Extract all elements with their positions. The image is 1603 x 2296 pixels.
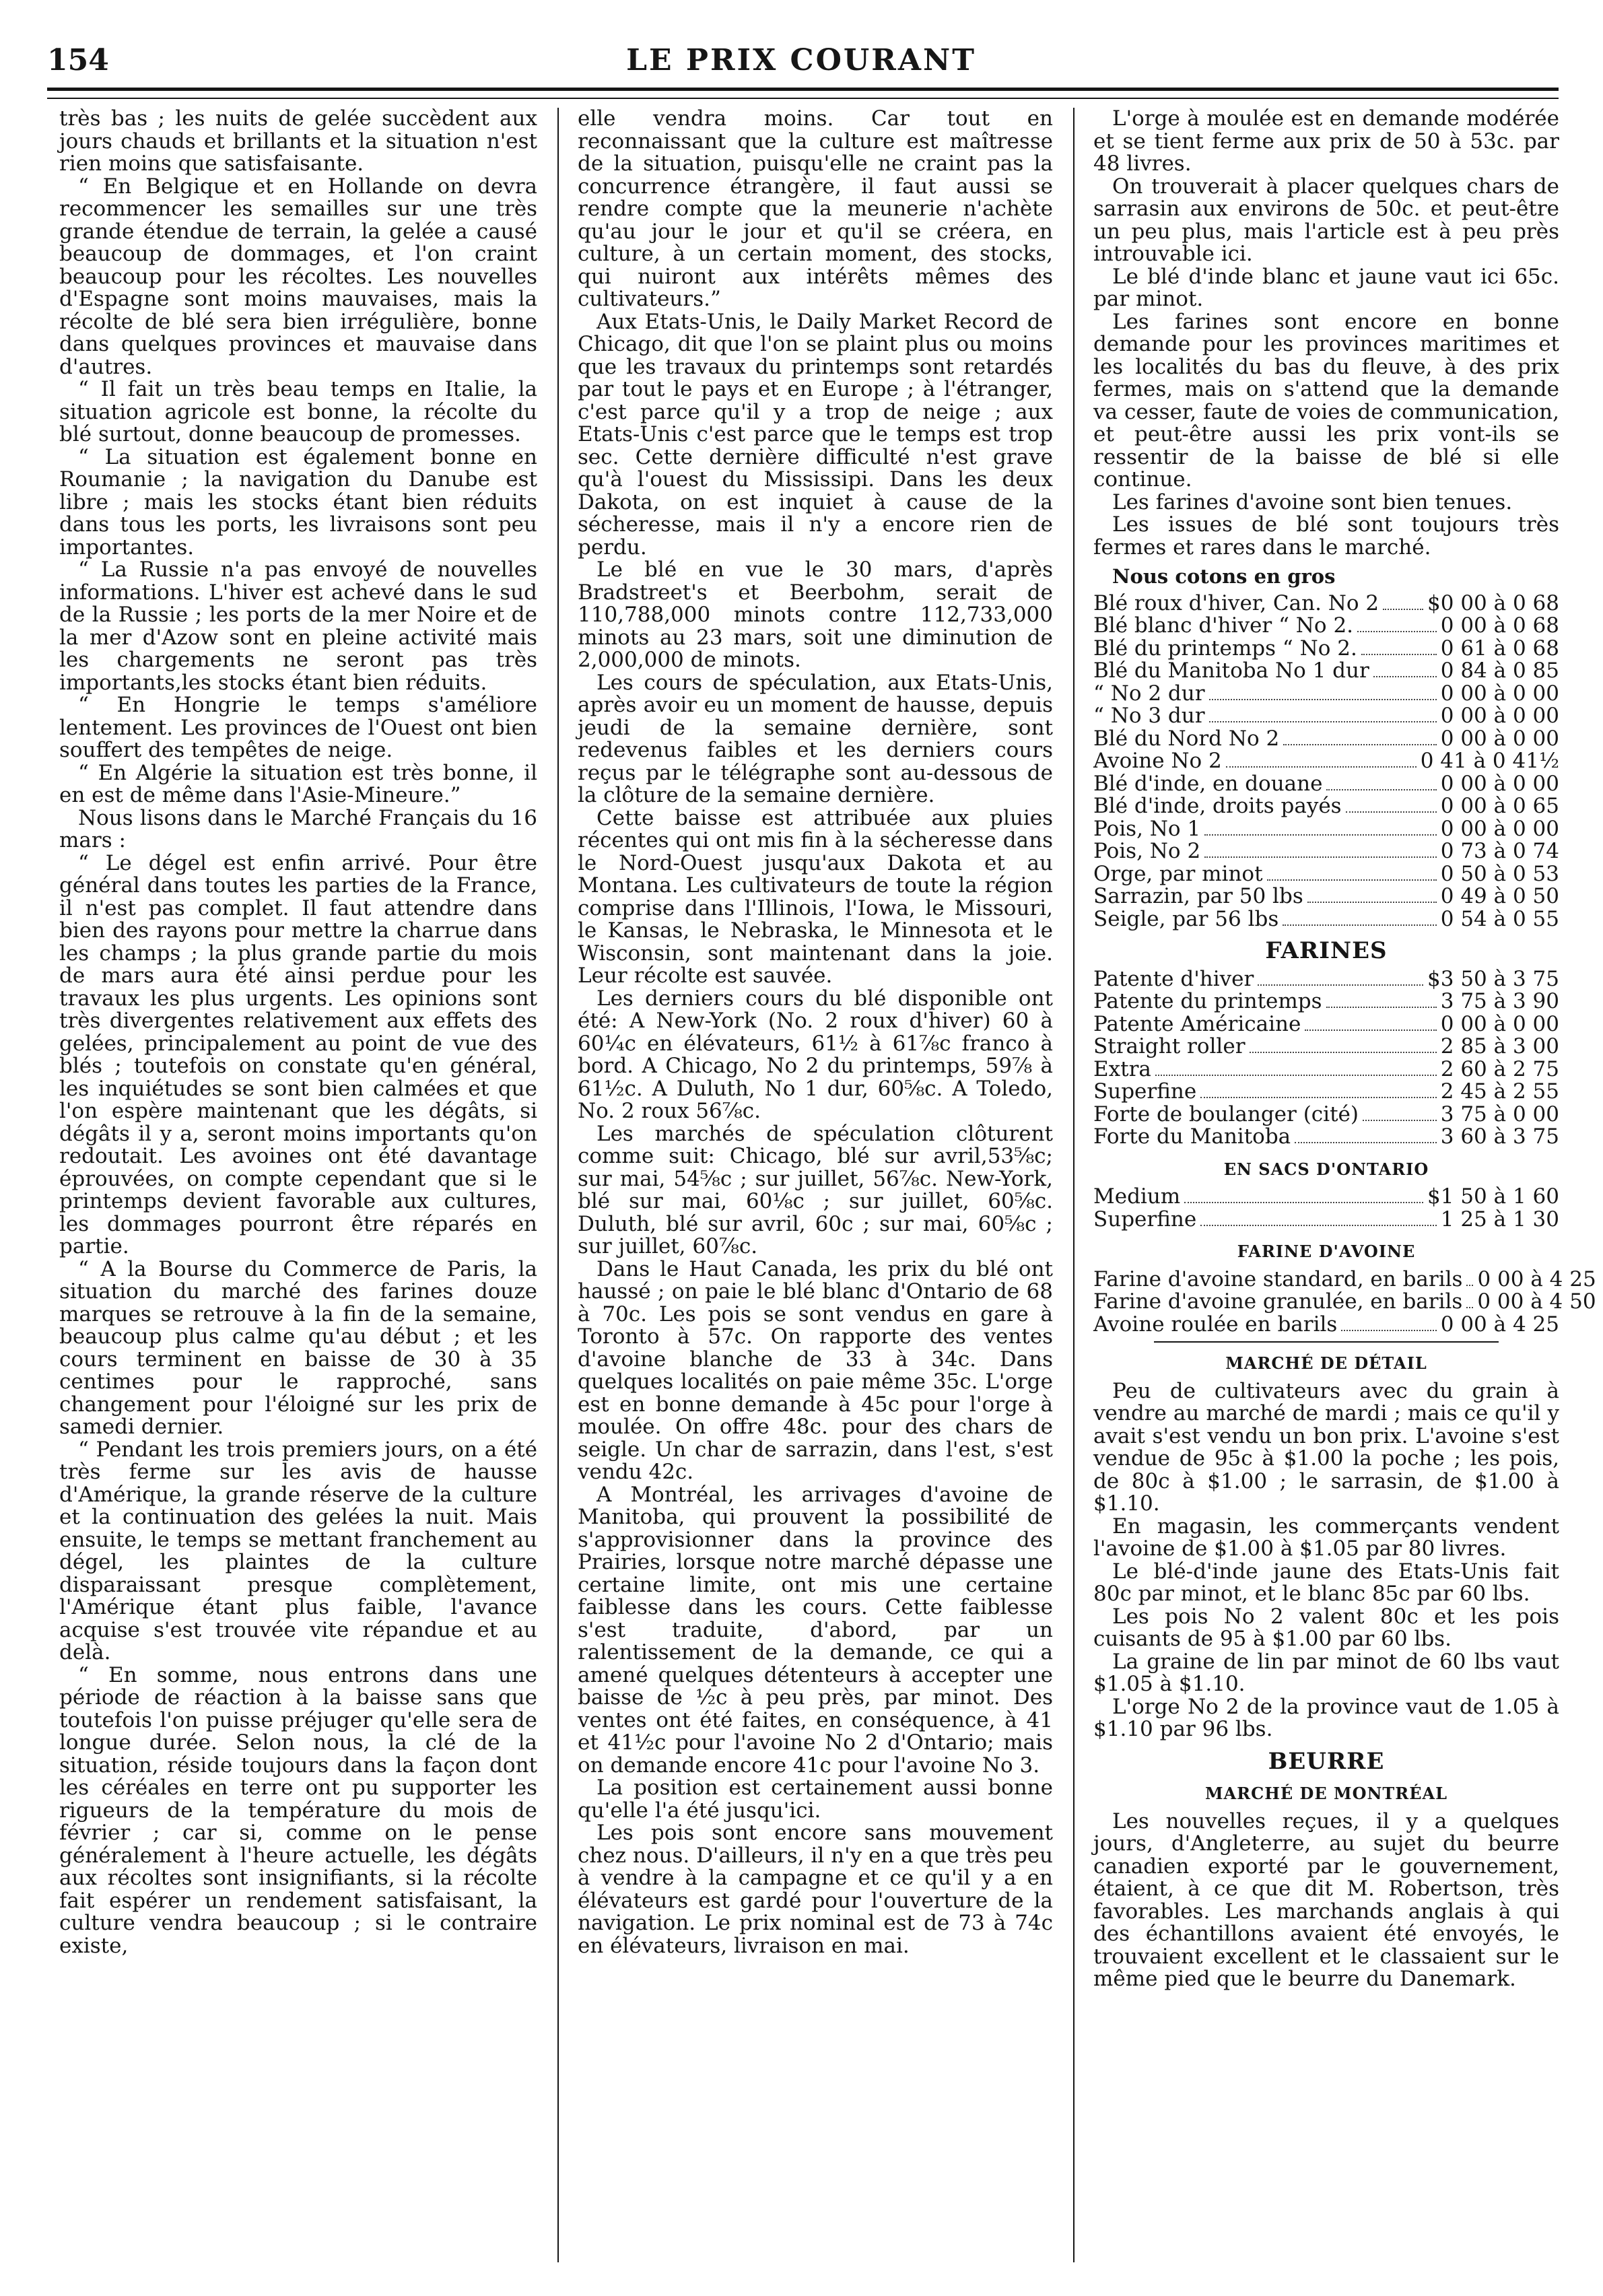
beurre-subheading: MARCHÉ DE MONTRÉAL bbox=[1204, 1784, 1448, 1803]
paragraph: Les farines sont encore en bonne demande pour les provinces maritimes et les localités du bas du fleuve, à des prix fermes, mais on s'attend que la demande va cesser, faute de voies de communication, et peut-être aussi les prix vont-ils se ressentir de la baisse de blé si elle continue. bbox=[1093, 309, 1559, 492]
leader-dots bbox=[1283, 744, 1437, 745]
avoine-heading: FARINE D'AVOINE bbox=[1237, 1242, 1416, 1261]
column-1 bbox=[59, 108, 537, 2262]
price-row bbox=[1093, 1036, 1559, 1058]
price-label: Blé blanc d'hiver “ No 2. bbox=[1093, 613, 1354, 638]
price-label: Avoine No 2 bbox=[1093, 749, 1222, 773]
farines-heading: FARINES bbox=[1265, 937, 1388, 964]
price-label: Superfine bbox=[1093, 1207, 1197, 1231]
price-label: Patente d'hiver bbox=[1093, 966, 1254, 991]
price-label: Blé du printemps “ No 2. bbox=[1093, 636, 1357, 661]
price-label: Patente Américaine bbox=[1093, 1011, 1301, 1036]
price-row bbox=[1093, 968, 1559, 991]
leader-dots bbox=[1305, 1029, 1436, 1031]
leader-dots bbox=[1209, 699, 1437, 700]
paragraph: “ Pendant les trois premiers jours, on a été très ferme sur les avis de hausse d'Amérique, la grande réserve de la culture et la continuation des gelées la nuit. Mais ensuite, le temps se mettant franchement au dégel, les plaintes de la culture disparaissant presque complètement, l'Amérique étant plus faible, l'avance acquise s'est trouvée vite répandue et au delà. bbox=[59, 1437, 537, 1664]
leader-dots bbox=[1155, 1075, 1437, 1076]
column-3 bbox=[1093, 106, 1596, 2262]
leader-dots bbox=[1200, 1097, 1437, 1098]
price-value: 0 00 à 4 25 bbox=[1440, 1312, 1559, 1337]
price-row bbox=[1093, 1013, 1559, 1036]
journal-title: LE PRIX COURANT bbox=[626, 43, 976, 77]
price-row bbox=[1093, 1058, 1559, 1081]
leader-dots bbox=[1200, 1225, 1437, 1226]
price-row bbox=[1093, 1104, 1559, 1126]
leader-dots bbox=[1466, 1307, 1473, 1308]
price-label: Pois, No 1 bbox=[1093, 816, 1201, 841]
price-row bbox=[1093, 1267, 1596, 1291]
paragraph: Dans le Haut Canada, les prix du blé ont haussé ; on paie le blé blanc d'Ontario de 68 à 70c. Les pois se sont vendus en gare à Toronto à 57c. On rapporte des ventes d'avoine blanche de 33 à 34c. Dans quelques localités on paie même 35c. L'orge est en bonne demande à 45c pour l'orge à moulée. On offre 48c. pour des chars de seigle. Un char de sarrazin, dans l'est, s'est vendu 42c. bbox=[578, 1256, 1053, 1484]
leader-dots bbox=[1267, 879, 1437, 881]
paragraph: “ En Algérie la situation est très bonne, il en est de même dans l'Asie-Mineure.” bbox=[59, 760, 537, 807]
price-value: 3 60 à 3 75 bbox=[1440, 1124, 1559, 1149]
price-value: 0 49 à 0 50 bbox=[1440, 884, 1559, 908]
price-row bbox=[1093, 728, 1559, 751]
price-label: Pois, No 2 bbox=[1093, 839, 1201, 863]
price-value: 3 75 à 3 90 bbox=[1440, 989, 1559, 1013]
page-number: 154 bbox=[47, 43, 109, 77]
paragraph: Les marchés de spéculation clôturent comme suit: Chicago, blé sur avril,53⅝c; sur mai, 54⅝c ; sur juillet, 56⅞c. New-York, blé sur mai, 60⅛c ; sur juillet, 60⅝c. Duluth, blé sur avril, 60c ; sur mai, 60⅝c ; sur juillet, 60⅞c. bbox=[578, 1121, 1053, 1258]
column-divider bbox=[557, 108, 559, 2262]
price-row bbox=[1093, 840, 1559, 863]
paragraph: Nous lisons dans le Marché Français du 16 mars : bbox=[59, 805, 537, 852]
header-rule bbox=[47, 88, 1559, 91]
leader-dots bbox=[1226, 766, 1417, 768]
leader-dots bbox=[1326, 1007, 1437, 1008]
price-label: Patente du printemps bbox=[1093, 989, 1322, 1013]
paragraph: Les cours de spéculation, aux Etats-Unis, après avoir eu un moment de hausse, depuis jeudi de la semaine dernière, sont redevenus faibles et les derniers cours reçus par le télégraphe sont au-dessous de la clôture de la semaine dernière. bbox=[578, 670, 1053, 807]
paragraph: Les pois No 2 valent 80c et les pois cuisants de 95 à $1.00 par 60 lbs. bbox=[1093, 1604, 1559, 1651]
price-row bbox=[1093, 750, 1559, 773]
price-label: Blé d'inde, en douane bbox=[1093, 771, 1323, 796]
avoine-price-list bbox=[1093, 1267, 1596, 1337]
price-value: $0 00 à 0 68 bbox=[1427, 590, 1559, 615]
paragraph: “ A la Bourse du Commerce de Paris, la situation du marché des farines douze marques se retrouve à la fin de la semaine, beaucoup plus calme qu'au début ; et les cours terminent en baisse de 30 à 35 centimes pour le rapproché, sans changement pour l'éloigné sur les prix de samedi dernier. bbox=[59, 1256, 537, 1439]
price-value: 0 00 à 4 25 bbox=[1477, 1267, 1596, 1291]
paragraph: Le blé-d'inde jaune des Etats-Unis fait 80c par minot, et le blanc 85c par 60 lbs. bbox=[1093, 1559, 1559, 1606]
paragraph: très bas ; les nuits de gelée succèdent aux jours chauds et brillants et la situation n'est rien moins que satisfaisante. bbox=[59, 106, 537, 176]
leader-dots bbox=[1373, 676, 1437, 677]
price-row bbox=[1093, 1209, 1559, 1231]
price-value: 3 75 à 0 00 bbox=[1440, 1102, 1559, 1126]
paragraph: “ En somme, nous entrons dans une période de réaction à la baisse sans que toutefois l'on puisse préjuger qu'elle sera de longue durée. Selon nous, la clé de la situation, réside toujours dans la façon dont les céréales en terre ont pu supporter les rigueurs de la température du mois de février ; car si, comme on le pense généralement à l'heure actuelle, les dégâts aux récoltes sont insignifiants, si la récolte fait espérer un rendement satisfaisant, la culture vendra beaucoup ; si le contraire existe, bbox=[59, 1662, 537, 1958]
leader-dots bbox=[1361, 654, 1437, 655]
column-divider bbox=[1073, 108, 1075, 2262]
price-value: $3 50 à 3 75 bbox=[1427, 966, 1559, 991]
price-row bbox=[1093, 885, 1559, 908]
price-label: Sarrazin, par 50 lbs bbox=[1093, 884, 1303, 908]
price-row bbox=[1093, 638, 1559, 661]
price-row bbox=[1093, 990, 1559, 1013]
price-row bbox=[1093, 1186, 1559, 1209]
price-row bbox=[1093, 795, 1559, 818]
price-label: Blé roux d'hiver, Can. No 2 bbox=[1093, 590, 1379, 615]
price-row bbox=[1093, 1289, 1596, 1314]
price-label: Seigle, par 56 lbs bbox=[1093, 906, 1279, 931]
price-value: 0 00 à 4 50 bbox=[1477, 1289, 1596, 1314]
paragraph: La graine de lin par minot de 60 lbs vaut $1.05 à $1.10. bbox=[1093, 1649, 1559, 1696]
price-value: 0 00 à 0 00 bbox=[1440, 704, 1559, 728]
paragraph: Peu de cultivateurs avec du grain à vendre au marché de mardi ; mais ce qu'il y avait s'est vendu un bon prix. L'avoine s'est vendue de 95c à $1.00 la poche ; les pois, de 80c à $1.00 ; le sarrasin, de $1.00 à $1.10. bbox=[1093, 1378, 1559, 1516]
price-label: Medium bbox=[1093, 1184, 1181, 1209]
paragraph: Les pois sont encore sans mouvement chez nous. D'ailleurs, il n'y en a que très peu à vendre à la campagne et ce qu'il y a en élévateurs est gardé pour l'ouverture de la navigation. Le prix nominal est de 73 à 74c en élévateurs, livraison en mai. bbox=[578, 1821, 1054, 1958]
price-value: 0 00 à 0 00 bbox=[1440, 726, 1559, 751]
paragraph: “ La Russie n'a pas envoyé de nouvelles informations. L'hiver est achevé dans le sud de la Russie ; les ports de la mer Noire et de la mer d'Azow sont en pleine activité mais les chargements ne seront pas très importants,les stocks étant bien réduits. bbox=[59, 558, 537, 695]
price-value: 0 00 à 0 68 bbox=[1440, 613, 1559, 638]
price-label: Blé du Manitoba No 1 dur bbox=[1093, 659, 1369, 683]
paragraph: “ Le dégel est enfin arrivé. Pour être général dans toutes les parties de la France, il n'est pas complet. Il faut attendre dans bien des rayons pour mettre la charrue dans les champs ; la plus grande partie du mois de mars aura été ainsi perdue pour les travaux les plus urgents. Les opinions sont très divergentes relativement aux effets des gelées, principalement au point de vue des blés ; toutefois on constate qu'en général, les inquiétudes se sont bien calmées et que l'on espère maintenant que les dégâts, si dégâts il y a, seront moins importants qu'on redoutait. Les avoines ont été davantage éprouvées, on compte cependant que si le printemps devient favorable aux cultures, les dommages pourront être réparés en partie. bbox=[59, 850, 537, 1258]
paragraph: Le blé en vue le 30 mars, d'après Bradstreet's et Beerbohm, serait de 110,788,000 minots contre 112,733,000 minots au 23 mars, soit une diminution de 2,000,000 de minots. bbox=[578, 558, 1053, 672]
paragraph: Le blé d'inde blanc et jaune vaut ici 65c. par minot. bbox=[1093, 264, 1559, 311]
price-row bbox=[1093, 908, 1559, 931]
paragraph: Les issues de blé sont toujours très fermes et rares dans le marché. bbox=[1093, 512, 1559, 560]
leader-dots bbox=[1295, 1142, 1437, 1143]
price-row bbox=[1093, 615, 1559, 638]
leader-dots bbox=[1307, 902, 1437, 903]
header-rule-thin bbox=[47, 98, 1559, 99]
price-label: Blé du Nord No 2 bbox=[1093, 726, 1280, 751]
leader-dots bbox=[1383, 609, 1423, 610]
price-value: 0 00 à 0 00 bbox=[1440, 771, 1559, 796]
price-row bbox=[1093, 1126, 1559, 1149]
paragraph: “ Il fait un très beau temps en Italie, la situation agricole est bonne, la récolte du blé surtout, donne beaucoup de promesses. bbox=[59, 377, 537, 446]
price-value: 0 00 à 0 00 bbox=[1440, 681, 1559, 706]
price-label: Avoine roulée en barils bbox=[1093, 1312, 1338, 1337]
leader-dots bbox=[1357, 631, 1437, 632]
price-value: 0 54 à 0 55 bbox=[1440, 906, 1559, 931]
paragraph: En magasin, les commerçants vendent l'avoine de $1.00 à $1.05 par 80 livres. bbox=[1093, 1514, 1559, 1561]
price-row bbox=[1093, 590, 1559, 615]
leader-dots bbox=[1346, 811, 1437, 813]
paragraph: Cette baisse est attribuée aux pluies récentes qui ont mis fin à la sécheresse dans le Nord-Ouest jusqu'aux Dakota et au Montana. Les cultivateurs de toute la région comprise dans l'Illinois, l'Iowa, le Missouri, le Kansas, le Nebraska, le Minnesota et le Wisconsin, sont maintenant dans la joie. Leur récolte est sauvée. bbox=[578, 805, 1053, 988]
column-2 bbox=[578, 108, 1053, 2262]
leader-dots bbox=[1204, 856, 1437, 858]
leader-dots bbox=[1363, 1120, 1437, 1121]
price-label: Blé d'inde, droits payés bbox=[1093, 794, 1342, 818]
leader-dots bbox=[1466, 1285, 1473, 1286]
paragraph: “ En Belgique et en Hollande on devra recommencer les semailles sur une très grande étendue de terrain, la gelée a causé beaucoup de dommages, et l'on craint beaucoup pour les récoltes. Les nouvelles d'Espagne sont moins mauvaises, mais la récolte de blé sera bien irrégulière, bonne dans quelques provinces et mauvaise dans d'autres. bbox=[59, 174, 537, 379]
price-row bbox=[1093, 1314, 1559, 1337]
price-value: 2 60 à 2 75 bbox=[1440, 1056, 1559, 1081]
beurre-heading: BEURRE bbox=[1268, 1747, 1385, 1775]
price-row bbox=[1093, 773, 1559, 796]
price-value: 0 84 à 0 85 bbox=[1440, 659, 1559, 683]
farines-price-list bbox=[1093, 968, 1559, 1149]
price-value: 1 25 à 1 30 bbox=[1440, 1207, 1559, 1231]
price-value: 0 61 à 0 68 bbox=[1440, 636, 1559, 661]
paragraph: Aux Etats-Unis, le Daily Market Record de Chicago, dit que l'on se plaint plus ou moins que les travaux du printemps sont retardés par tout le pays et en Europe ; à l'étranger, c'est parce qu'il y a trop de neige ; aux Etats-Unis c'est parce que le temps est trop sec. Cette dernière difficulté n'est grave qu'à l'ouest du Mississipi. Dans les deux Dakota, on est inquiet à cause de la sécheresse, mais il n'y a encore rien de perdu. bbox=[578, 309, 1053, 560]
price-label: Farine d'avoine granulée, en barils bbox=[1093, 1289, 1463, 1314]
price-label: Orge, par minot bbox=[1093, 861, 1263, 886]
grains-heading: Nous cotons en gros bbox=[1112, 565, 1336, 588]
price-value: 0 00 à 0 00 bbox=[1440, 816, 1559, 841]
leader-dots bbox=[1283, 924, 1436, 926]
sacs-heading: EN SACS D'ONTARIO bbox=[1223, 1159, 1429, 1179]
paragraph: Les derniers cours du blé disponible ont été: A New-York (No. 2 roux d'hiver) 60 à 60¼c en élévateurs, 61½ à 61⅞c franco à bord. A Chicago, No 2 du printemps, 59⅞ à 61½c. A Duluth, No 1 dur, 60⅝c. A Toledo, No. 2 roux 56⅞c. bbox=[578, 986, 1053, 1123]
price-value: $1 50 à 1 60 bbox=[1427, 1184, 1559, 1209]
leader-dots bbox=[1209, 721, 1437, 722]
grain-price-list bbox=[1093, 590, 1559, 931]
price-value: 2 85 à 3 00 bbox=[1440, 1034, 1559, 1058]
price-label: “ No 3 dur bbox=[1093, 704, 1205, 728]
detail-heading: MARCHÉ DE DÉTAIL bbox=[1225, 1353, 1427, 1373]
price-value: 0 50 à 0 53 bbox=[1440, 861, 1559, 886]
leader-dots bbox=[1184, 1202, 1423, 1203]
paragraph: L'orge No 2 de la province vaut de 1.05 à $1.10 par 96 lbs. bbox=[1093, 1694, 1559, 1741]
leader-dots bbox=[1341, 1330, 1436, 1331]
paragraph: Les nouvelles reçues, il y a quelques jours, d'Angleterre, au sujet du beurre canadien exporté par le gouvernement, étaient, à ce que dit M. Robertson, très favorables. Les marchands anglais à qui des échantillons avaient été envoyés, le trouvaient excellent et le classaient sur le même pied que le beurre du Danemark. bbox=[1093, 1809, 1559, 1991]
price-label: Superfine bbox=[1093, 1079, 1197, 1104]
price-value: 0 00 à 0 65 bbox=[1440, 794, 1559, 818]
price-row bbox=[1093, 705, 1559, 728]
paragraph: elle vendra moins. Car tout en reconnaissant que la culture est maîtresse de la situation, puisqu'elle ne craint pas la concurrence étrangère, il faut aussi se rendre compte que la meunerie n'achète qu'au jour le jour et qu'il se créera, en culture, à un certain moment, des stocks, qui nuiront aux intérêts mêmes des cultivateurs.” bbox=[578, 106, 1053, 311]
paragraph: A Montréal, les arrivages d'avoine de Manitoba, qui prouvent la possibilité de s'approvisionner dans la province des Prairies, lorsque notre marché dépasse une certaine limite, ont mis une certaine faiblesse dans les cours. Cette faiblesse s'est traduite, d'abord, par un ralentissement de la demande, ce qui a amené quelques détenteurs à accepter une baisse de ½c à peu près, par minot. Des ventes ont été faites, en conséquence, à 41 et 41½c pour l'avoine No 2 d'Ontario; mais on demande encore 41c pour l'avoine No 3. bbox=[578, 1482, 1053, 1778]
price-row bbox=[1093, 818, 1559, 841]
price-label: Forte de boulanger (cité) bbox=[1093, 1102, 1359, 1126]
price-label: Extra bbox=[1093, 1056, 1151, 1081]
leader-dots bbox=[1204, 834, 1437, 836]
leader-dots bbox=[1250, 1052, 1437, 1053]
price-label: Straight roller bbox=[1093, 1034, 1246, 1058]
price-value: 0 41 à 0 41½ bbox=[1420, 749, 1559, 773]
price-row bbox=[1093, 1081, 1559, 1104]
price-row bbox=[1093, 683, 1559, 706]
paragraph: Les farines d'avoine sont bien tenues. bbox=[1112, 489, 1513, 514]
paragraph: “ La situation est également bonne en Roumanie ; la navigation du Danube est libre ; mais les stocks étant bien réduits dans tous les ports, les livraisons sont peu importantes. bbox=[59, 444, 537, 560]
price-label: Farine d'avoine standard, en barils bbox=[1093, 1267, 1463, 1291]
leader-dots bbox=[1258, 984, 1423, 986]
paragraph: L'orge à moulée est en demande modérée et se tient ferme aux prix de 50 à 53c. par 48 livres. bbox=[1093, 106, 1559, 176]
paragraph: On trouverait à placer quelques chars de sarrasin aux environs de 50c. et peut-être un peu plus, mais l'article est à peu près introuvable ici. bbox=[1093, 174, 1559, 266]
price-label: “ No 2 dur bbox=[1093, 681, 1205, 706]
paragraph: “ En Hongrie le temps s'améliore lentement. Les provinces de l'Ouest ont bien souffert des tempêtes de neige. bbox=[59, 693, 537, 762]
paragraph: La position est certainement aussi bonne qu'elle l'a été jusqu'ici. bbox=[578, 1776, 1053, 1823]
price-label: Forte du Manitoba bbox=[1093, 1124, 1291, 1149]
leader-dots bbox=[1326, 789, 1436, 790]
section-divider bbox=[1154, 1341, 1499, 1343]
price-value: 2 45 à 2 55 bbox=[1440, 1079, 1559, 1104]
price-value: 0 73 à 0 74 bbox=[1440, 839, 1559, 863]
price-row bbox=[1093, 863, 1559, 886]
sacs-price-list bbox=[1093, 1186, 1559, 1231]
price-value: 0 00 à 0 00 bbox=[1440, 1011, 1559, 1036]
price-row bbox=[1093, 660, 1559, 683]
